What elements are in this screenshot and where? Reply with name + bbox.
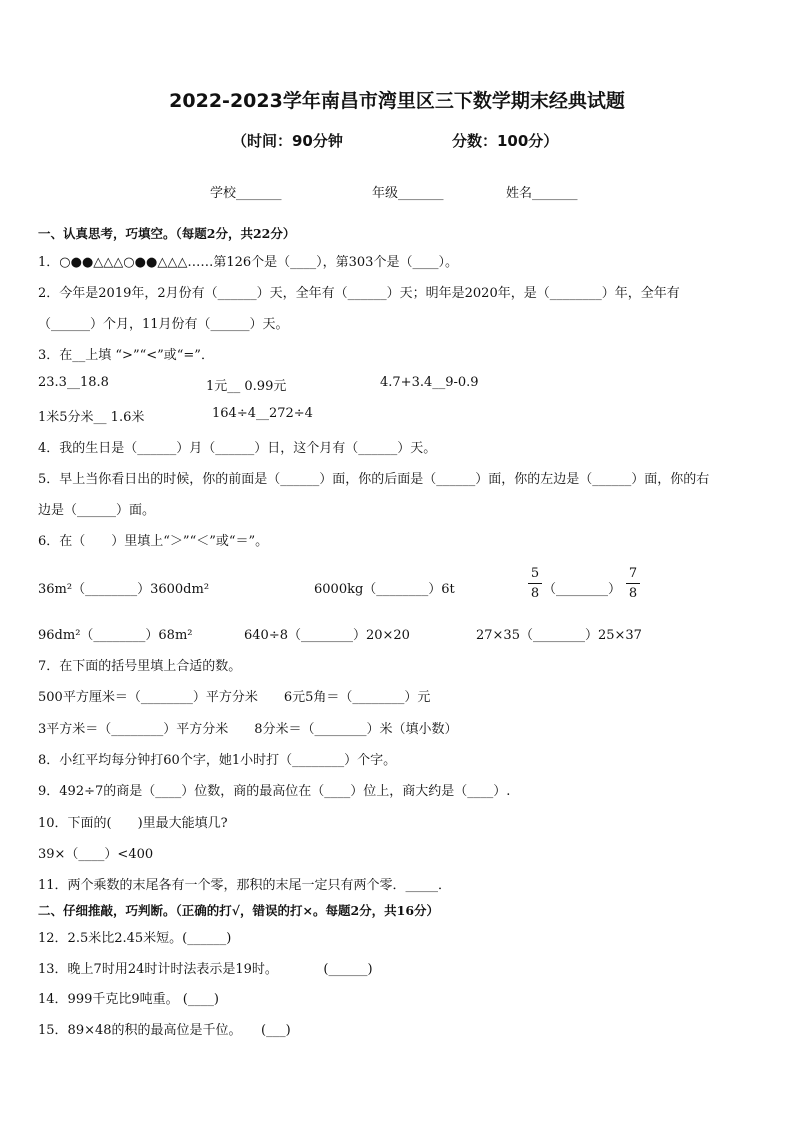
question-10: 10．下面的( )里最大能填几?	[38, 816, 228, 831]
q6-fraction-2	[626, 566, 640, 601]
name-field: 姓名_______	[506, 186, 578, 201]
q3-item-3: 4.7+3.4__9-0.9	[380, 375, 479, 390]
q6-item-3-blank: （________）	[543, 582, 622, 597]
question-11: 11．两个乘数的末尾各有一个零，那积的末尾一定只有两个零．_____．	[38, 878, 452, 893]
page-title: 2022-2023学年南昌市湾里区三下数学期末经典试题	[169, 90, 625, 112]
fraction-1-numerator: 5	[528, 566, 542, 584]
q3-item-1: 23.3__18.8	[38, 375, 109, 390]
fraction-2-numerator: 7	[626, 566, 640, 584]
section-heading-1: 一、认真思考，巧填空。（每题2分，共22分）	[38, 226, 296, 241]
question-3: 3．在__上填 “>”“<”或“=”．	[38, 348, 214, 363]
question-1: 1．○●●△△△○●●△△△……第126个是（____），第303个是（____）。	[38, 255, 458, 270]
q6-item-6: 27×35（________）25×37	[476, 628, 642, 643]
question-10-expression: 39×（____）<400	[38, 847, 154, 862]
exam-score: 分数：100分）	[452, 132, 559, 150]
fraction-2-denominator: 8	[628, 586, 638, 601]
question-8: 8．小红平均每分钟打60个字，她1小时打（________）个字。	[38, 753, 397, 768]
q6-item-1: 36m²（________）3600dm²	[38, 582, 210, 597]
question-7-row-2: 3平方米＝（________）平方分米 8分米＝（________）米（填小数）	[38, 722, 458, 737]
question-5-line-2: 边是（______）面。	[38, 503, 156, 518]
section-heading-2: 二、仔细推敲，巧判断。（正确的打√，错误的打×。每题2分，共16分）	[38, 903, 440, 918]
q3-item-2: 1元__ 0.99元	[206, 379, 287, 394]
question-7: 7．在下面的括号里填上合适的数。	[38, 659, 242, 674]
question-2-line-2: （______）个月，11月份有（______）天。	[38, 317, 289, 332]
question-4: 4．我的生日是（______）月（______）日，这个月有（______）天。	[38, 441, 437, 456]
grade-field: 年级_______	[372, 186, 444, 201]
q6-fraction-1	[528, 566, 542, 601]
q6-item-2: 6000kg（________）6t	[314, 582, 455, 597]
question-9: 9．492÷7的商是（____）位数，商的最高位在（____）位上，商大约是（____）.	[38, 784, 511, 799]
fraction-1-denominator: 8	[530, 586, 540, 601]
question-2-line-1: 2．今年是2019年，2月份有（______）天，全年有（______）天；明年是2020年，是（________）年，全年有	[38, 286, 680, 301]
q3-item-4: 1米5分米__ 1.6米	[38, 410, 145, 425]
question-12: 12．2.5米比2.45米短。(______)	[38, 931, 232, 946]
question-13: 13．晚上7时用24时计时法表示是19时。 (______)	[38, 962, 373, 977]
q6-item-5: 640÷8（________）20×20	[244, 628, 410, 643]
question-5-line-1: 5．早上当你看日出的时候，你的前面是（______）面，你的后面是（______）面，你的左边是（______）面，你的右	[38, 472, 710, 487]
school-field: 学校_______	[210, 186, 282, 201]
q6-item-4: 96dm²（________）68m²	[38, 628, 193, 643]
question-15: 15．89×48的积的最高位是千位。 (___)	[38, 1023, 291, 1038]
question-7-row-1: 500平方厘米＝（________）平方分米 6元5角＝（________）元	[38, 690, 431, 705]
question-6: 6．在（ ）里填上“＞”“＜”或“＝”。	[38, 534, 269, 549]
exam-time: （时间：90分钟	[232, 132, 343, 150]
question-14: 14．999千克比9吨重。 (____)	[38, 992, 219, 1007]
q3-item-5: 164÷4__272÷4	[212, 406, 313, 421]
